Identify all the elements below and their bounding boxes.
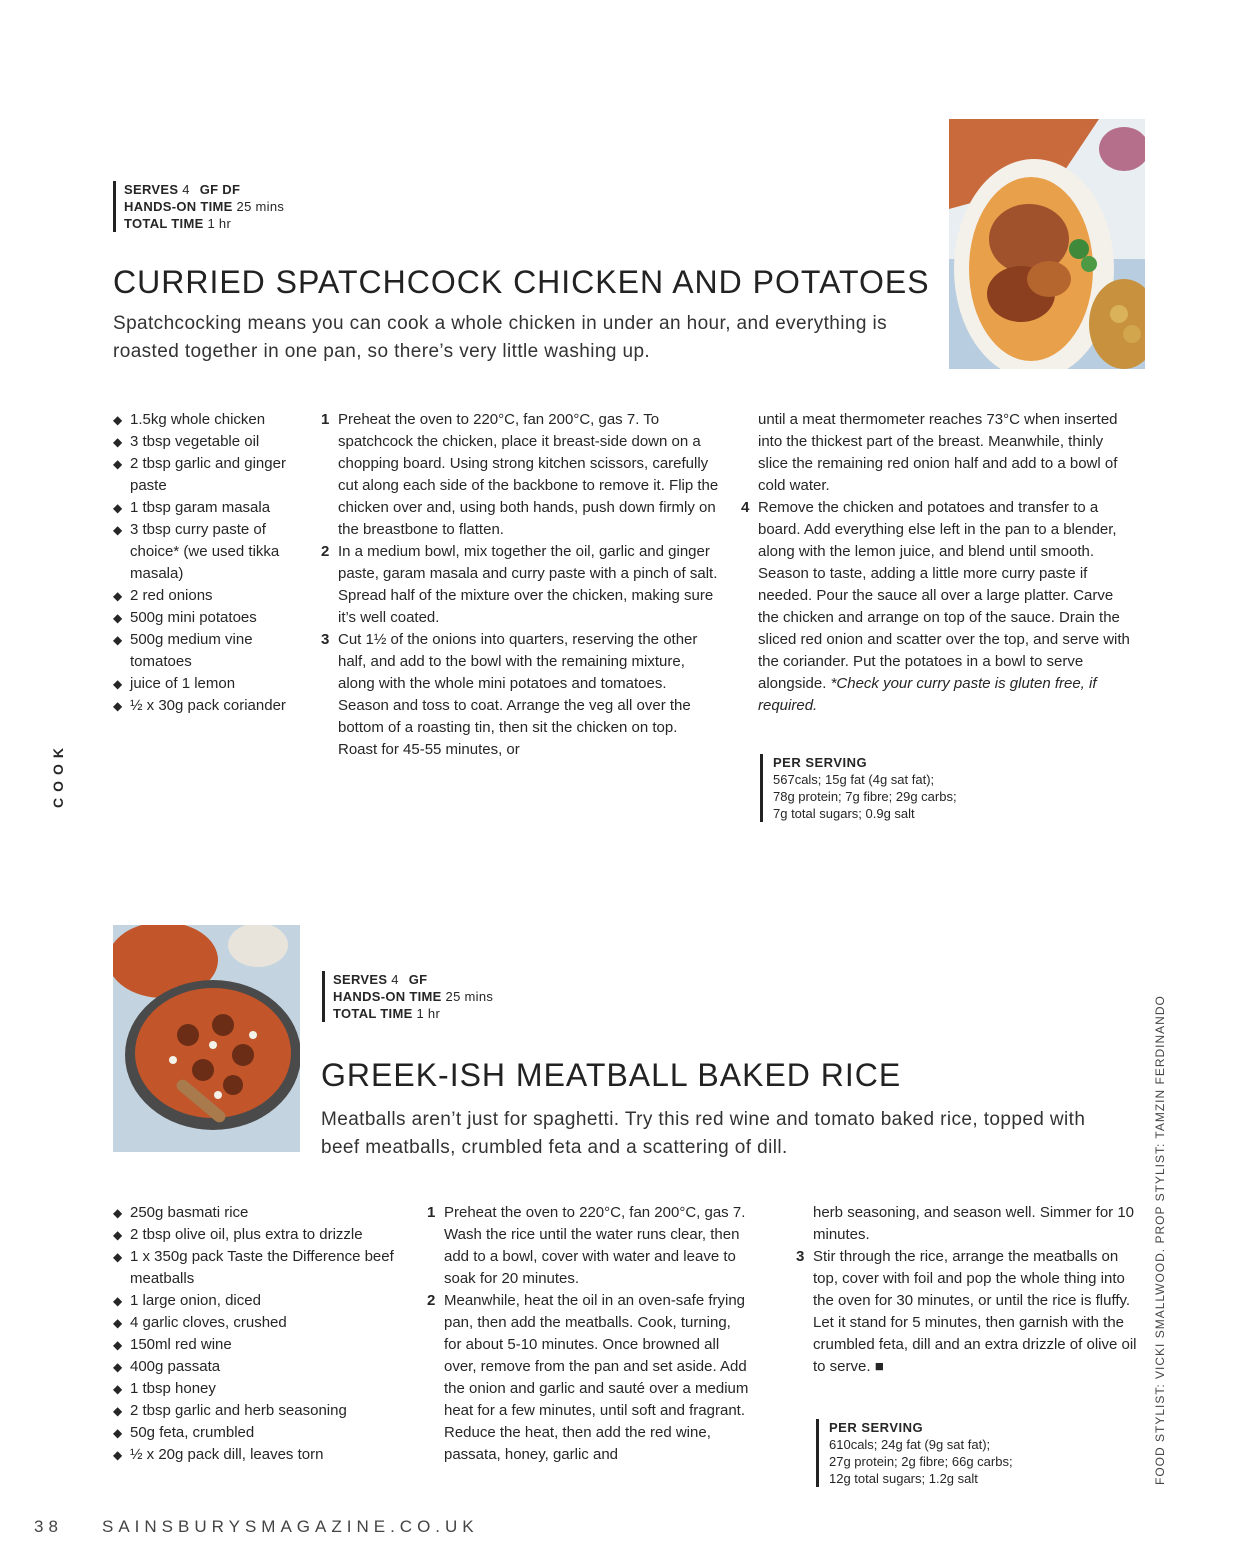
ingredient-item: ◆ 250g basmati rice: [113, 1202, 413, 1224]
site-url: SAINSBURYSMAGAZINE.CO.UK: [102, 1517, 479, 1536]
ingredient-item: ◆ 1 tbsp honey: [113, 1378, 413, 1400]
total-time-value: 1 hr: [416, 1006, 441, 1021]
hands-on-value: 25 mins: [236, 199, 285, 214]
recipe2-nutrition: [816, 1419, 1013, 1487]
recipe1-title: CURRIED SPATCHCOCK CHICKEN AND POTATOES: [113, 264, 930, 300]
serves-value: 4: [182, 182, 190, 197]
photo-credit: FOOD STYLIST: VICKI SMALLWOOD. PROP STYLIST: TAMZIN FERDINANDO: [1153, 995, 1167, 1485]
method-step: [741, 497, 1137, 717]
diet-badges: GF DF: [199, 182, 241, 197]
step-number: 3: [321, 631, 330, 648]
nutrition-heading: PER SERVING: [773, 755, 868, 770]
recipe1-method-continued: [741, 409, 1137, 717]
recipe2-meta: [322, 971, 493, 1022]
nutrition-line: 610cals; 24g fat (9g sat fat);: [829, 1437, 991, 1452]
recipe1-intro: Spatchcocking means you can cook a whole chicken in under an hour, and everything is roasted together in one pan, so there’s very little washing up.: [113, 313, 887, 362]
step-number: 2: [321, 543, 330, 560]
gluten-note: *Check your curry paste is gluten free, if required.: [758, 675, 1097, 714]
nutrition-line: 12g total sugars; 1.2g salt: [829, 1471, 978, 1486]
section-label: COOK: [50, 742, 66, 808]
recipe1-method: [321, 409, 719, 761]
method-step: [321, 409, 719, 541]
ingredient-item: ◆ 4 garlic cloves, crushed: [113, 1312, 413, 1334]
hands-on-value: 25 mins: [445, 989, 494, 1004]
step-text: Preheat the oven to 220°C, fan 200°C, gas 7. Wash the rice until the water runs clear, then add to a bowl, cover with water and leave to soak for 20 minutes.: [444, 1204, 746, 1287]
ingredient-item: ◆ 400g passata: [113, 1356, 413, 1378]
ingredient-item: ◆ 150ml red wine: [113, 1334, 413, 1356]
recipe1-nutrition: [760, 754, 957, 822]
step-number: 4: [741, 499, 750, 516]
total-time-value: 1 hr: [207, 216, 232, 231]
ingredient-item: ◆ 2 red onions: [113, 585, 313, 607]
recipe1-ingredients: [113, 409, 313, 717]
method-step: [427, 1290, 749, 1466]
page-number: 38: [34, 1517, 63, 1536]
step-text: In a medium bowl, mix together the oil, garlic and ginger paste, garam masala and curry paste with a pinch of salt. Spread half of the mixture over the chicken, making sure it’s well coated.: [338, 543, 718, 626]
ingredient-item: ◆ 1 large onion, diced: [113, 1290, 413, 1312]
step-text: Stir through the rice, arrange the meatballs on top, cover with foil and pop the whole thing into the oven for 30 minutes, or until the rice is fluffy. Let it stand for 5 minutes, then garnish with the crumbled feta, dill and an extra drizzle of olive oil to serve.: [813, 1248, 1137, 1375]
nutrition-line: 567cals; 15g fat (4g sat fat);: [773, 772, 935, 787]
method-step: [796, 1246, 1144, 1378]
ingredient-item: ◆ 1 tbsp garam masala: [113, 497, 313, 519]
serves-label: SERVES: [333, 972, 388, 987]
step-number: 1: [427, 1204, 436, 1221]
ingredient-item: ◆ 3 tbsp vegetable oil: [113, 431, 313, 453]
total-time-label: TOTAL TIME: [124, 216, 204, 231]
ingredient-item: ◆ juice of 1 lemon: [113, 673, 313, 695]
nutrition-heading: PER SERVING: [829, 1420, 924, 1435]
ingredient-item: ◆ 3 tbsp curry paste of choice* (we used tikka masala): [113, 519, 313, 585]
nutrition-line: 27g protein; 2g fibre; 66g carbs;: [829, 1454, 1013, 1469]
recipe2-ingredients: [113, 1202, 413, 1466]
recipe2-intro: Meatballs aren’t just for spaghetti. Try this red wine and tomato baked rice, topped with beef meatballs, crumbled feta and a scattering of dill.: [321, 1109, 1086, 1158]
ingredient-item: ◆ 1.5kg whole chicken: [113, 409, 313, 431]
method-step: [321, 541, 719, 629]
ingredient-item: ◆ 500g mini potatoes: [113, 607, 313, 629]
recipe1-meta: [113, 181, 284, 232]
hands-on-label: HANDS-ON TIME: [124, 199, 233, 214]
step-number: 2: [427, 1292, 436, 1309]
end-mark: ■: [874, 1358, 884, 1375]
step-text: Preheat the oven to 220°C, fan 200°C, gas 7. To spatchcock the chicken, place it breast-side down on a chopping board. Using strong kitchen scissors, carefully cut along each side of the backbone to remove it. Flip the chicken over and, using both hands, push down firmly on the breastbone to flatten.: [338, 411, 719, 538]
method-step: [321, 629, 719, 761]
step-text: until a meat thermometer reaches 73°C when inserted into the thickest part of the breast. Meanwhile, thinly slice the remaining red onion half and add to a bowl of cold water.: [758, 411, 1118, 494]
step-text: Meanwhile, heat the oil in an oven-safe frying pan, then add the meatballs. Cook, turning, for about 5-10 minutes. Once browned all over, remove from the pan and set aside. Add the onion and garlic and sauté over a medium heat for a few minutes, until soft and fragrant. Reduce the heat, then add the red wine, passata, honey, garlic and: [444, 1292, 749, 1463]
step-number: 1: [321, 411, 330, 428]
recipe2-method: [427, 1202, 749, 1466]
ingredient-item: ◆ 2 tbsp olive oil, plus extra to drizzle: [113, 1224, 413, 1246]
ingredient-item: ◆ 2 tbsp garlic and ginger paste: [113, 453, 313, 497]
hands-on-label: HANDS-ON TIME: [333, 989, 442, 1004]
recipe1-photo: [949, 119, 1145, 369]
ingredient-item: ◆ 1 x 350g pack Taste the Difference beef meatballs: [113, 1246, 413, 1290]
nutrition-line: 78g protein; 7g fibre; 29g carbs;: [773, 789, 957, 804]
recipe2-photo: [113, 925, 300, 1152]
nutrition-line: 7g total sugars; 0.9g salt: [773, 806, 915, 821]
step-text: Remove the chicken and potatoes and transfer to a board. Add everything else left in the pan to a blender, along with the lemon juice, and blend until smooth. Season to taste, adding a little more curry paste if needed. Pour the sauce all over a large platter. Carve the chicken and arrange on top of the sauce. Drain the sliced red onion and scatter over the top, and serve with the coriander. Put the potatoes in a bowl to serve alongside.: [758, 499, 1130, 692]
method-step: [427, 1202, 749, 1290]
ingredient-item: ◆ ½ x 20g pack dill, leaves torn: [113, 1444, 413, 1466]
serves-label: SERVES: [124, 182, 179, 197]
ingredient-item: ◆ 500g medium vine tomatoes: [113, 629, 313, 673]
recipe2-method-continued: [796, 1202, 1144, 1378]
total-time-label: TOTAL TIME: [333, 1006, 413, 1021]
diet-badges: GF: [408, 972, 428, 987]
ingredient-item: ◆ 2 tbsp garlic and herb seasoning: [113, 1400, 413, 1422]
ingredient-item: ◆ 50g feta, crumbled: [113, 1422, 413, 1444]
recipe2-title: GREEK-ISH MEATBALL BAKED RICE: [321, 1057, 902, 1093]
ingredient-item: ◆ ½ x 30g pack coriander: [113, 695, 313, 717]
step-text: Cut 1½ of the onions into quarters, reserving the other half, and add to the bowl with the remaining mixture, along with the whole mini potatoes and tomatoes. Season and toss to coat. Arrange the veg all over the bottom of a roasting tin, then sit the chicken on top. Roast for 45-55 minutes, or: [338, 631, 698, 758]
step-text: herb seasoning, and season well. Simmer for 10 minutes.: [813, 1204, 1135, 1243]
serves-value: 4: [391, 972, 399, 987]
step-number: 3: [796, 1248, 805, 1265]
